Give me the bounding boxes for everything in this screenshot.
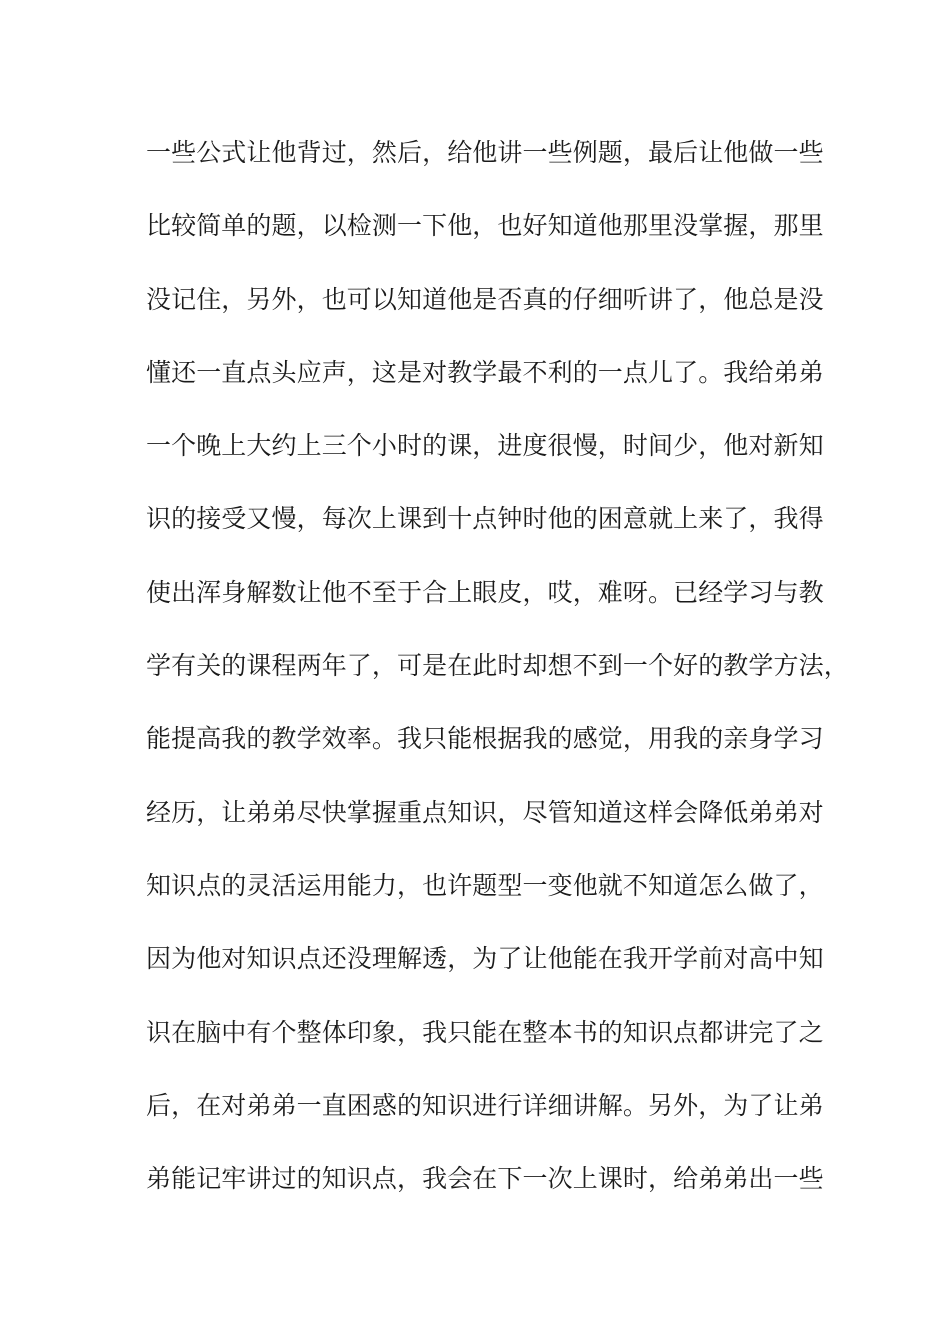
text-line: 一个晚上大约上三个小时的课，进度很慢，时间少，他对新知 (146, 431, 824, 461)
text-line: 识的接受又慢，每次上课到十点钟时他的困意就上来了，我得 (146, 504, 824, 534)
text-line: 知识点的灵活运用能力，也许题型一变他就不知道怎么做了， (146, 870, 824, 900)
body-text (146, 131, 849, 1230)
text-line: 经历，让弟弟尽快掌握重点知识，尽管知道这样会降低弟弟对 (146, 797, 824, 827)
text-line: 学有关的课程两年了，可是在此时却想不到一个好的教学方法， (146, 651, 849, 681)
text-line: 一些公式让他背过，然后，给他讲一些例题，最后让他做一些 (146, 138, 824, 167)
text-line: 比较简单的题，以检测一下他，也好知道他那里没掌握，那里 (146, 211, 824, 241)
text-line: 后，在对弟弟一直困惑的知识进行详细讲解。另外，为了让弟 (146, 1090, 824, 1120)
text-line: 没记住，另外，也可以知道他是否真的仔细听讲了，他总是没 (146, 284, 824, 314)
text-line: 识在脑中有个整体印象，我只能在整本书的知识点都讲完了之 (146, 1017, 824, 1047)
text-line: 能提高我的教学效率。我只能根据我的感觉，用我的亲身学习 (146, 724, 824, 754)
text-line: 使出浑身解数让他不至于合上眼皮，哎，难呀。已经学习与教 (146, 577, 824, 607)
text-line: 因为他对知识点还没理解透，为了让他能在我开学前对高中知 (146, 944, 824, 974)
text-line: 懂还一直点头应声，这是对教学最不利的一点儿了。我给弟弟 (146, 357, 824, 387)
text-line: 弟能记牢讲过的知识点，我会在下一次上课时，给弟弟出一些 (146, 1164, 824, 1194)
